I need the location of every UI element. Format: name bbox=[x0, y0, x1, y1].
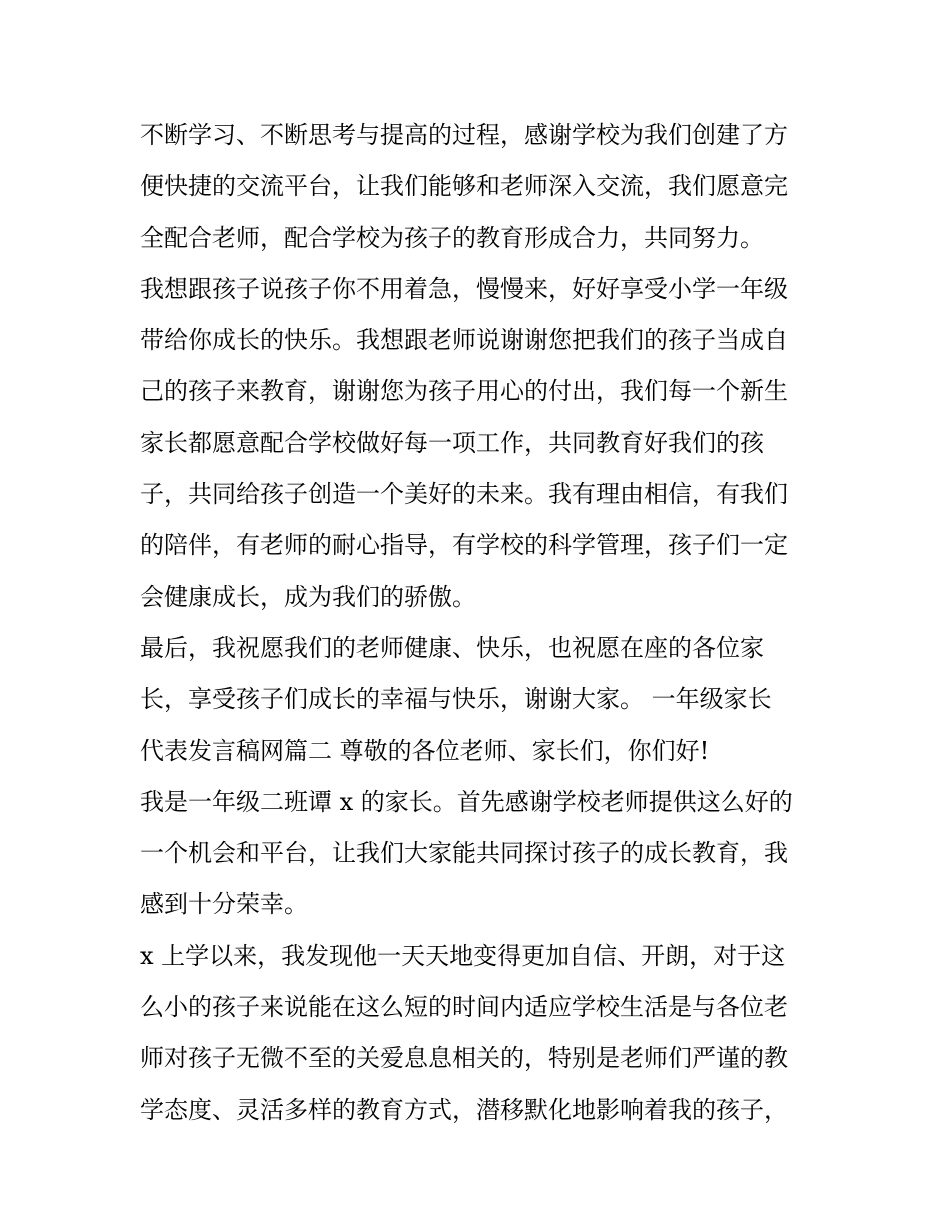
text-line: 我是一年级二班谭 x 的家长。首先感谢学校老师提供这么好的 bbox=[140, 787, 793, 816]
text-line: 己的孩子来教育，谢谢您为孩子用心的付出，我们每一个新生 bbox=[140, 377, 788, 406]
text-line: x 上学以来，我发现他一天天地变得更加自信、开朗，对于这 bbox=[140, 941, 786, 970]
text-line: 代表发言稿网篇二 尊敬的各位老师、家长们，你们好! bbox=[140, 736, 710, 765]
text-line: 全配合老师，配合学校为孩子的教育形成合力，共同努力。 bbox=[140, 223, 764, 252]
text-line: 感到十分荣幸。 bbox=[140, 890, 308, 919]
text-line: 的陪伴，有老师的耐心指导，有学校的科学管理，孩子们一定 bbox=[140, 531, 788, 560]
text-line: 师对孩子无微不至的关爱息息相关的，特别是老师们严谨的教 bbox=[140, 1044, 788, 1073]
text-line: 我想跟孩子说孩子你不用着急，慢慢来，好好享受小学一年级 bbox=[140, 274, 788, 303]
text-line: 长，享受孩子们成长的幸福与快乐，谢谢大家。 一年级家长 bbox=[140, 685, 772, 714]
text-line: 会健康成长，成为我们的骄傲。 bbox=[140, 582, 476, 611]
text-line: 不断学习、不断思考与提高的过程，感谢学校为我们创建了方 bbox=[140, 121, 788, 149]
text-line: 便快捷的交流平台，让我们能够和老师深入交流，我们愿意完 bbox=[140, 172, 788, 201]
text-line: 家长都愿意配合学校做好每一项工作，共同教育好我们的孩 bbox=[140, 428, 764, 457]
text-line: 带给你成长的快乐。我想跟老师说谢谢您把我们的孩子当成自 bbox=[140, 326, 788, 355]
text-line: 一个机会和平台，让我们大家能共同探讨孩子的成长教育，我 bbox=[140, 839, 788, 868]
document-body bbox=[140, 110, 830, 1136]
text-line: 子，共同给孩子创造一个美好的未来。我有理由相信，有我们 bbox=[140, 480, 788, 509]
text-line: 学态度、灵活多样的教育方式，潜移默化地影响着我的孩子， bbox=[140, 1095, 788, 1124]
text-line: 么小的孩子来说能在这么短的时间内适应学校生活是与各位老 bbox=[140, 993, 788, 1022]
text-line: 最后，我祝愿我们的老师健康、快乐，也祝愿在座的各位家 bbox=[140, 633, 764, 662]
